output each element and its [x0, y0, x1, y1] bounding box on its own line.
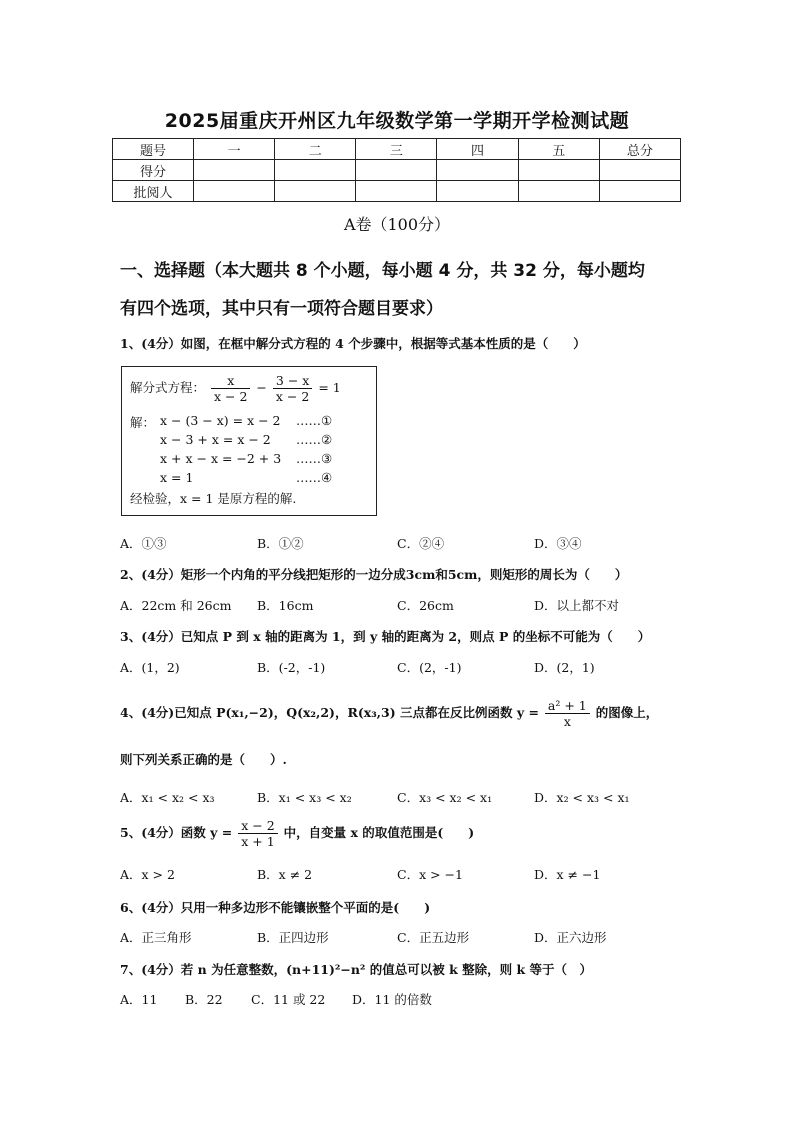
option-c[interactable]: C．26cm: [397, 598, 454, 613]
question-2-stem: [120, 565, 680, 583]
question-4-denominator: x: [563, 714, 571, 729]
score-cell[interactable]: [437, 160, 518, 181]
option-b[interactable]: B．①②: [257, 536, 304, 551]
question-4-text-part1: 4、(4分)已知点 P(x₁,−2)，Q(x₂,2)，R(x₃,3) 三点都在反比例函数 y =: [120, 705, 539, 720]
part1-heading-line1: 一、选择题（本大题共 8 个小题，每小题 4 分，共 32 分，每小题均: [120, 261, 645, 281]
option-c[interactable]: C．②④: [397, 536, 445, 551]
question-3-text: 3、(4分）已知点 P 到 x 轴的距离为 1，到 y 轴的距离为 2，则点 P 的坐标不可能为（ ）: [120, 629, 651, 644]
question-5-stem: [120, 818, 680, 849]
score-cell[interactable]: [275, 160, 356, 181]
question-3-stem: [120, 627, 680, 645]
option-d[interactable]: D．11 的倍数: [352, 992, 432, 1007]
question-6-options: [120, 928, 680, 946]
option-b[interactable]: B．16cm: [257, 598, 314, 613]
option-a[interactable]: A．x₁ < x₂ < x₃: [120, 790, 215, 805]
score-table-header-cell: 三: [356, 139, 437, 160]
score-cell[interactable]: [194, 160, 275, 181]
question-7-stem: [120, 960, 680, 978]
check-line: 经检验，x = 1 是原方程的解.: [130, 491, 297, 506]
option-a[interactable]: A．11: [120, 992, 158, 1007]
option-d[interactable]: D．③④: [534, 536, 582, 551]
grader-cell[interactable]: [194, 181, 275, 202]
option-b[interactable]: B．(-2，-1): [257, 660, 326, 675]
step-4-equation: x = 1: [160, 470, 194, 485]
step-1-tag: ……①: [296, 413, 333, 428]
option-c[interactable]: C．正五边形: [397, 930, 470, 945]
question-7-text: 7、(4分）若 n 为任意整数，(n+11)²−n² 的值总可以被 k 整除，则 k 等于（ ）: [120, 962, 592, 977]
option-b[interactable]: B．正四边形: [257, 930, 329, 945]
equation-rhs: = 1: [318, 380, 341, 395]
fraction-2-numerator: 3 − x: [273, 373, 312, 389]
fraction-2: [273, 373, 312, 404]
question-1-stem: [120, 334, 680, 352]
option-d[interactable]: D．以上都不对: [534, 598, 620, 613]
score-table-header-cell: 一: [194, 139, 275, 160]
part1-heading-line2: 有四个选项，其中只有一项符合题目要求）: [120, 299, 443, 319]
question-6-text: 6、(4分）只用一种多边形不能镶嵌整个平面的是( ): [120, 900, 431, 915]
question-4-numerator: a² + 1: [545, 698, 590, 714]
score-cell[interactable]: [599, 160, 680, 181]
option-d[interactable]: D．x ≠ −1: [534, 867, 601, 882]
option-b[interactable]: B．22: [185, 992, 223, 1007]
option-d[interactable]: D．(2，1): [534, 660, 595, 675]
solution-box: [121, 366, 377, 516]
question-5-text-part1: 5、(4分）函数 y =: [120, 825, 233, 840]
minus-sign: −: [256, 380, 267, 395]
grader-cell[interactable]: [437, 181, 518, 202]
option-d[interactable]: D．x₂ < x₃ < x₁: [534, 790, 630, 805]
score-cell[interactable]: [356, 160, 437, 181]
question-4-text-part2: 的图像上，: [595, 705, 659, 720]
step-1-equation: x − (3 − x) = x − 2: [160, 413, 281, 428]
score-table: [112, 138, 681, 202]
grader-cell[interactable]: [356, 181, 437, 202]
score-table-header-cell: 五: [518, 139, 599, 160]
question-5-numerator: x − 2: [238, 818, 277, 834]
score-cell[interactable]: [518, 160, 599, 181]
question-1-options: [120, 534, 680, 552]
equation-line: [130, 373, 341, 404]
score-table-row: [113, 160, 681, 181]
option-c[interactable]: C．11 或 22: [251, 992, 326, 1007]
option-c[interactable]: C．x > −1: [397, 867, 463, 882]
option-b[interactable]: B．x₁ < x₃ < x₂: [257, 790, 352, 805]
question-5-text-part2: 中，自变量 x 的取值范围是( ): [283, 825, 475, 840]
question-5-denominator: x + 1: [241, 834, 275, 849]
fraction-2-denominator: x − 2: [275, 389, 310, 404]
score-table-row-label: 得分: [113, 160, 194, 181]
question-1-text: 1、(4分）如图，在框中解分式方程的 4 个步骤中，根据等式基本性质的是（ ）: [120, 336, 586, 351]
question-3-options: [120, 658, 680, 676]
score-table-row: [113, 181, 681, 202]
option-c[interactable]: C．(2，-1): [397, 660, 462, 675]
step-3-equation: x + x − x = −2 + 3: [160, 451, 282, 466]
option-a[interactable]: A．x > 2: [120, 867, 175, 882]
step-2-tag: ……②: [296, 432, 333, 447]
question-4-options: [120, 788, 680, 806]
question-4-stem-line2: [120, 750, 680, 768]
step-2-equation: x − 3 + x = x − 2: [160, 432, 271, 447]
section-a-heading: A卷（100分）: [343, 215, 451, 234]
grader-cell[interactable]: [275, 181, 356, 202]
question-6-stem: [120, 898, 680, 916]
option-d[interactable]: D．正六边形: [534, 930, 607, 945]
option-a[interactable]: A．正三角形: [120, 930, 192, 945]
score-table-header-cell: 总分: [599, 139, 680, 160]
question-4-fraction: [545, 698, 590, 729]
question-5-fraction: [238, 818, 277, 849]
question-4-text-line2: 则下列关系正确的是（ ）.: [120, 752, 287, 767]
fraction-1: [211, 373, 250, 404]
score-table-header-cell: 四: [437, 139, 518, 160]
fraction-1-numerator: x: [211, 373, 250, 389]
question-2-text: 2、(4分）矩形一个内角的平分线把矩形的一边分成3cm和5cm，则矩形的周长为（ ）: [120, 567, 628, 582]
question-4-stem: [120, 698, 680, 729]
option-b[interactable]: B．x ≠ 2: [257, 867, 313, 882]
score-table-row-label: 批阅人: [113, 181, 194, 202]
option-a[interactable]: A．(1，2): [120, 660, 180, 675]
step-4-tag: ……④: [296, 470, 333, 485]
fraction-1-denominator: x − 2: [214, 389, 248, 404]
score-table-header-cell: 二: [275, 139, 356, 160]
exam-title: 2025届重庆开州区九年级数学第一学期开学检测试题: [164, 110, 630, 132]
solve-label: 解：: [130, 415, 156, 430]
question-2-options: [120, 596, 680, 614]
equation-label: 解分式方程：: [130, 380, 206, 395]
option-a[interactable]: A．①③: [120, 536, 167, 551]
step-3-tag: ……③: [296, 451, 333, 466]
option-a[interactable]: A．22cm 和 26cm: [120, 598, 232, 613]
option-c[interactable]: C．x₃ < x₂ < x₁: [397, 790, 493, 805]
question-7-options: [120, 990, 680, 1008]
grader-cell[interactable]: [518, 181, 599, 202]
score-table-header-cell: 题号: [113, 139, 194, 160]
score-table-header-row: [113, 139, 681, 160]
question-5-options: [120, 865, 680, 883]
grader-cell[interactable]: [599, 181, 680, 202]
